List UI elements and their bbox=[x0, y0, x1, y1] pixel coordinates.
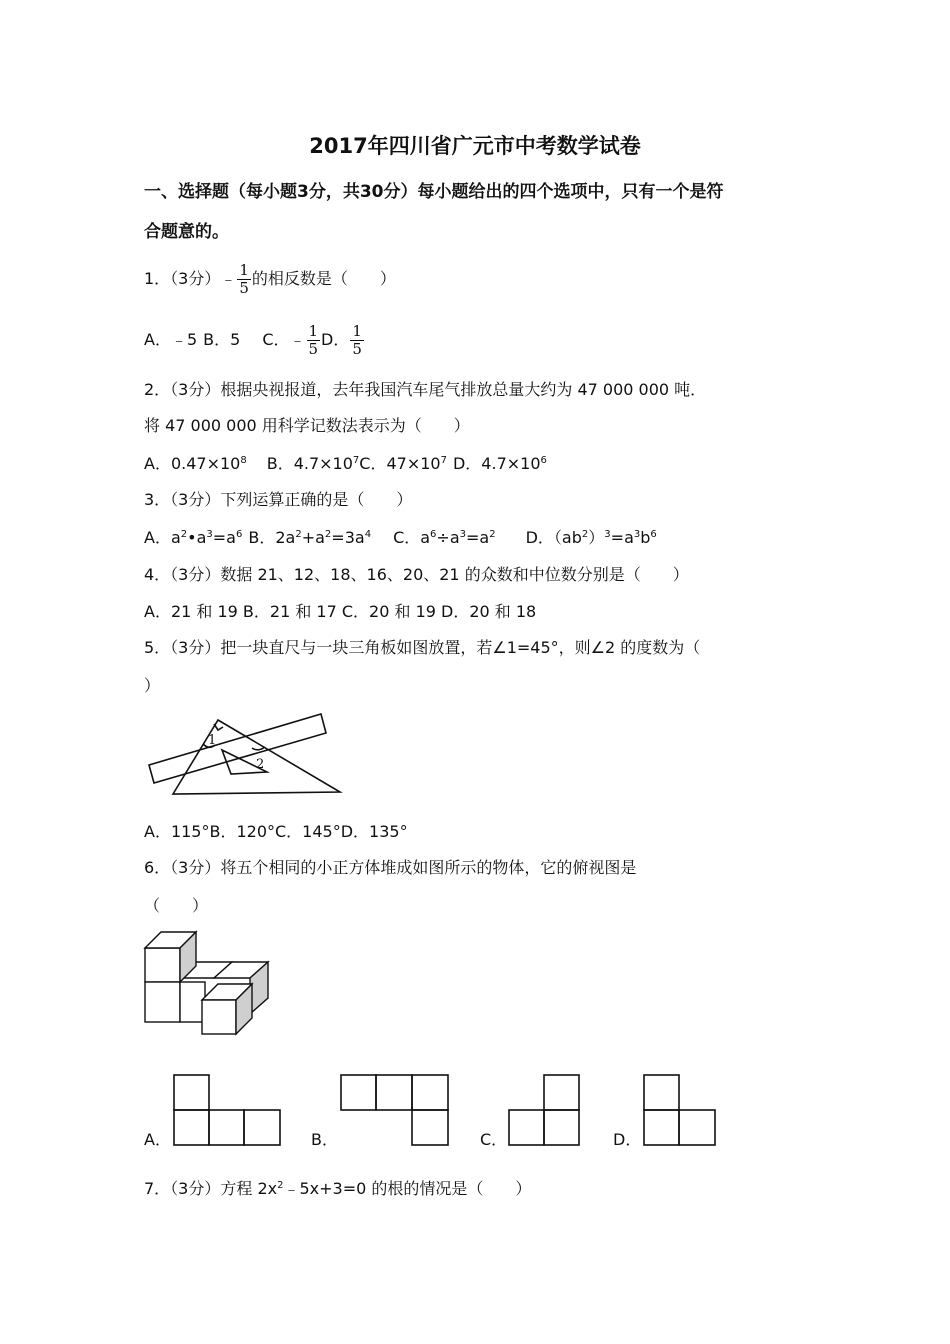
q2-option-b: B．$4.7\times 10^7$ bbox=[266, 454, 360, 473]
q6-option-a-figure bbox=[173, 1074, 283, 1148]
q3-option-b: B．$2a^2+a^2=3a^4$ bbox=[248, 528, 372, 547]
q2-option-c: C．$47\times 10^7$ bbox=[359, 454, 447, 473]
q5-options: A．115°B．120°C．145°D．135° bbox=[144, 822, 408, 841]
q4-options: A．21 和 19 B．21 和 17 C．20 和 19 D．20 和 18 bbox=[144, 602, 537, 621]
q1-fraction: $\frac{1}{5}$ bbox=[239, 261, 249, 297]
q1-option-c-fraction: $\frac{1}{5}$ bbox=[308, 322, 319, 358]
q1-option-b: B．5 bbox=[203, 330, 241, 349]
q1-prefix: 1．（3分）﹣ bbox=[144, 269, 237, 288]
q6-option-d-figure bbox=[643, 1074, 719, 1148]
q6-stem-line1: 6．（3分）将五个相同的小正方体堆成如图所示的物体，它的俯视图是 bbox=[144, 858, 637, 877]
q5-stem-line1: 5．（3分）把一块直尺与一块三角板如图放置，若∠1=45°，则∠2 的度数为（ bbox=[144, 638, 701, 657]
cube-front-bottom-left bbox=[145, 982, 180, 1022]
angle-2-arc bbox=[252, 747, 265, 750]
cube-front-bottom-mid bbox=[180, 982, 205, 1022]
right-angle-mark bbox=[214, 724, 223, 730]
q6-option-c-label: C． bbox=[480, 1130, 508, 1149]
q3-option-d: D．$(ab^2)^3=a^3b^6$ bbox=[525, 528, 657, 547]
q6-option-b-figure bbox=[340, 1074, 452, 1148]
q3-option-a: A．$a^2•a^3=a^6$ bbox=[144, 528, 243, 547]
cube-stack-figure bbox=[140, 926, 272, 1038]
ruler-triangle-figure bbox=[140, 708, 350, 800]
page-title: 2017年四川省广元市中考数学试卷 bbox=[309, 134, 641, 158]
q7-stem: 7．（3分）方程 $2x^2﹣5x+3=0$ 的根的情况是（ ） bbox=[144, 1179, 532, 1198]
ruler bbox=[149, 714, 326, 783]
q5-stem-line2: ） bbox=[144, 676, 161, 695]
section-heading-line1: 一、选择题（每小题3分，共30分）每小题给出的四个选项中，只有一个是符 bbox=[144, 182, 724, 202]
q3-stem: 3．（3分）下列运算正确的是（ ） bbox=[144, 490, 413, 509]
q1-options bbox=[144, 323, 365, 358]
q2-option-d: D．$4.7\times 10^6$ bbox=[452, 454, 547, 473]
q1-option-d-fraction: $\frac{1}{5}$ bbox=[352, 322, 362, 358]
q2-stem-line2: 将 47 000 000 用科学记数法表示为（ ） bbox=[144, 416, 470, 435]
q2-stem-line1: 2．（3分）根据央视报道，去年我国汽车尾气排放总量大约为 47 000 000 吨． bbox=[144, 380, 707, 399]
q1-option-d: D． bbox=[321, 330, 350, 349]
angle-1-label: 1 bbox=[208, 733, 217, 748]
cube-front-front bbox=[202, 1000, 236, 1034]
q1-stem bbox=[144, 262, 396, 297]
section-heading-line2: 合题意的。 bbox=[144, 222, 229, 242]
q6-option-b-label: B． bbox=[311, 1130, 338, 1149]
q6-option-c-figure bbox=[508, 1074, 584, 1148]
q3-options bbox=[144, 528, 657, 548]
cube-front-top-left bbox=[145, 948, 180, 982]
q1-option-a: A．﹣5 bbox=[144, 330, 198, 349]
q1-option-c: C．﹣ bbox=[262, 330, 306, 349]
angle-2-label: 2 bbox=[256, 757, 265, 772]
q2-option-a: A．$0.47\times 10^8$ bbox=[144, 454, 247, 473]
q6-option-d-label: D． bbox=[613, 1130, 642, 1149]
q2-options bbox=[144, 454, 547, 474]
q6-stem-line2: （ ） bbox=[144, 896, 209, 915]
q1-suffix: 的相反数是（ ） bbox=[251, 269, 396, 288]
q6-option-a-label: A． bbox=[144, 1130, 171, 1149]
q3-option-c: C．$a^6\div a^3=a^2$ bbox=[393, 528, 496, 547]
q4-stem: 4．（3分）数据 21、12、18、16、20、21 的众数和中位数分别是（ ） bbox=[144, 565, 689, 584]
